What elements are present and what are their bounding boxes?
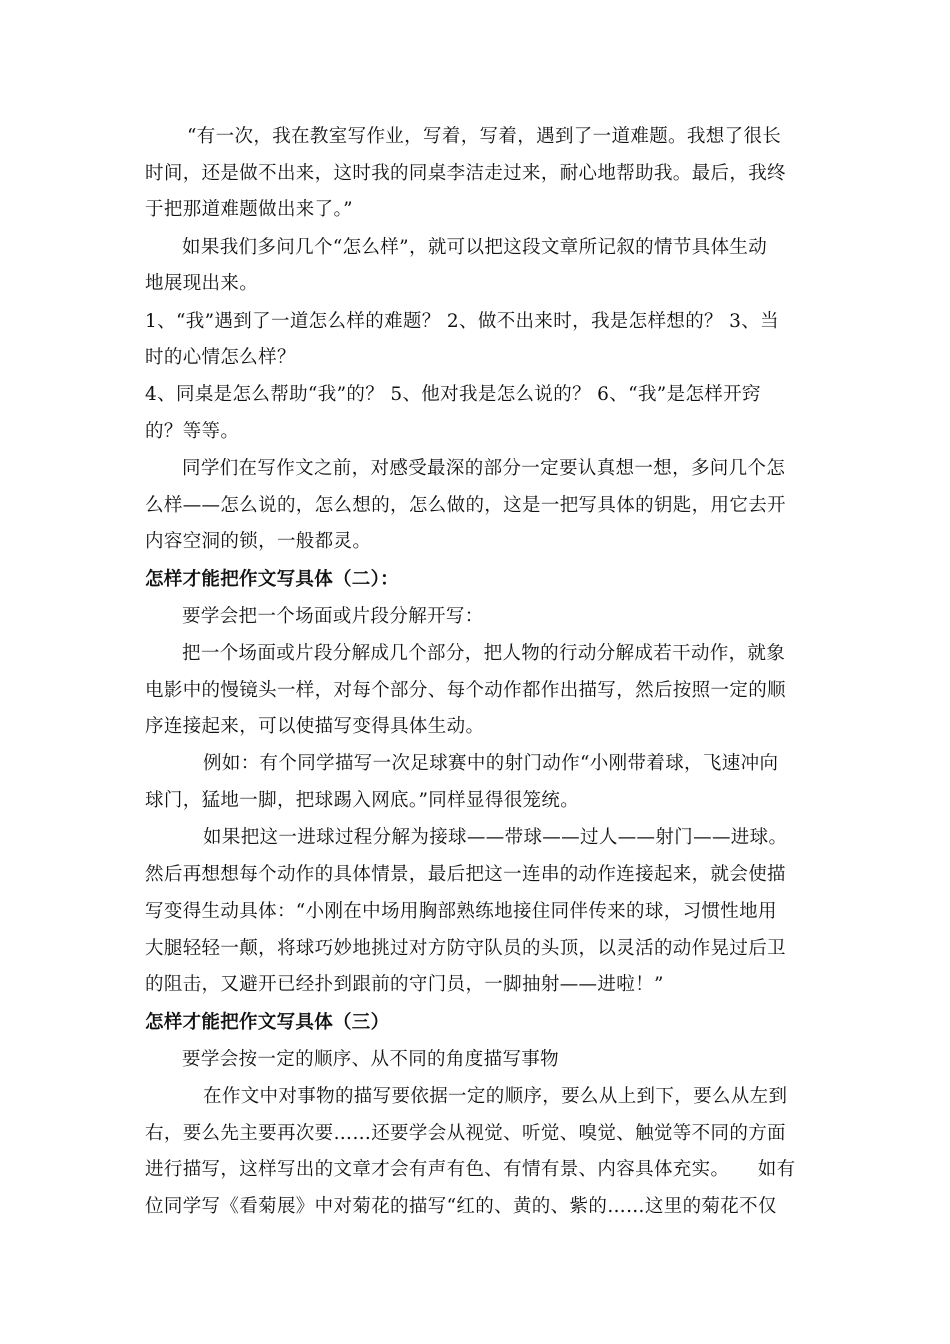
text-line: 时的心情怎么样？ <box>145 347 296 368</box>
text-line: 把一个场面或片段分解成几个部分，把人物的行动分解成若干动作，就象 <box>182 643 786 664</box>
text-line: 1、“我”遇到了一道怎么样的难题？ 2、做不出来时，我是怎样想的？ 3、当 <box>145 311 779 332</box>
text-line: 么样——怎么说的，怎么想的，怎么做的，这是一把写具体的钥匙，用它去开 <box>145 495 786 516</box>
text-line: 写变得生动具体：“小刚在中场用胸部熟练地接住同伴传来的球，习惯性地用 <box>145 901 777 922</box>
text-line: 例如：有个同学描写一次足球赛中的射门动作“小刚带着球，飞速冲向 <box>203 753 779 774</box>
text-line: 地展现出来。 <box>145 273 259 294</box>
text-line: 时间，还是做不出来，这时我的同桌李洁走过来，耐心地帮助我。最后，我终 <box>145 163 786 184</box>
text-line: 电影中的慢镜头一样，对每个部分、每个动作都作出描写，然后按照一定的顺 <box>145 680 786 701</box>
text-line: 于把那道难题做出来了。” <box>145 199 353 220</box>
text-line: 大腿轻轻一颠，将球巧妙地挑过对方防守队员的头顶，以灵活的动作晃过后卫 <box>145 938 786 959</box>
text-line: 在作文中对事物的描写要依据一定的顺序，要么从上到下，要么从左到 <box>203 1086 788 1107</box>
text-line: 的阻击，又避开已经扑到跟前的守门员，一脚抽射——进啦！” <box>145 974 664 995</box>
text-line: 如果我们多问几个“怎么样”，就可以把这段文章所记叙的情节具体生动 <box>182 237 768 258</box>
text-line: 内容空洞的锁，一般都灵。 <box>145 531 372 552</box>
text-line: 4、同桌是怎么帮助“我”的？ 5、他对我是怎么说的？ 6、“我”是怎样开窍 <box>145 384 761 405</box>
text-line: “有一次，我在教室写作业，写着，写着，遇到了一道难题。我想了很长 <box>187 126 782 147</box>
text-line: 要学会按一定的顺序、从不同的角度描写事物 <box>182 1049 560 1070</box>
text-line: 要学会把一个场面或片段分解开写： <box>182 606 484 627</box>
text-line: 序连接起来，可以使描写变得具体生动。 <box>145 716 485 737</box>
text-line: 球门，猛地一脚，把球踢入网底。”同样显得很笼统。 <box>145 790 580 811</box>
section-heading: 怎样才能把作文写具体（二）： <box>145 569 399 590</box>
text-line: 同学们在写作文之前，对感受最深的部分一定要认真想一想，多问几个怎 <box>182 458 786 479</box>
text-line: 右，要么先主要再次要……还要学会从视觉、听觉、嗅觉、触觉等不同的方面 <box>145 1123 786 1144</box>
text-line: 的？等等。 <box>145 421 240 442</box>
text-line: 如果把这一进球过程分解为接球——带球——过人——射门——进球。 <box>203 827 788 848</box>
text-line: 位同学写《看菊展》中对菊花的描写“红的、黄的、紫的……这里的菊花不仅 <box>145 1196 777 1217</box>
text-line: 进行描写，这样写出的文章才会有声有色、有情有景、内容具体充实。 如有 <box>145 1159 796 1180</box>
text-line: 然后再想想每个动作的具体情景，最后把这一连串的动作连接起来，就会使描 <box>145 864 786 885</box>
section-heading: 怎样才能把作文写具体（三） <box>145 1012 390 1033</box>
